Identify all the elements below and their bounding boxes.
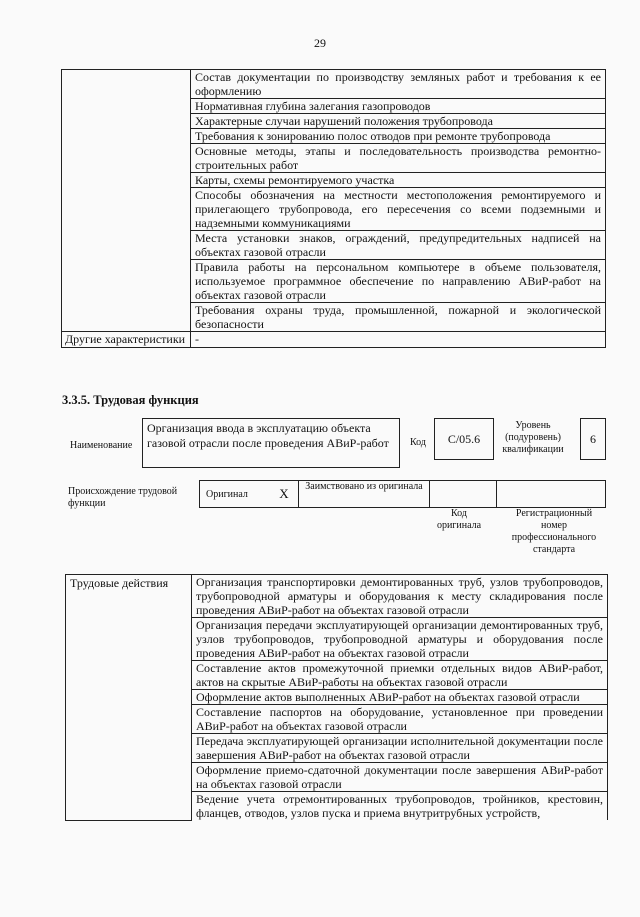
other-characteristics-label: Другие характеристики — [62, 332, 191, 348]
work-action-item: Оформление приемо-сдаточной документации после завершения АВиР-работ на объектах газовой отрасли — [192, 763, 608, 792]
name-label: Наименование — [70, 440, 133, 451]
origin-code-label: Код оригинала — [436, 508, 482, 531]
work-action-item: Оформление актов выполненных АВиР-работ на объектах газовой отрасли — [192, 690, 608, 705]
knowledge-item: Основные методы, этапы и последовательность производства ремонтно-строительных работ — [191, 144, 606, 173]
section-title: 3.3.5. Трудовая функция — [62, 393, 199, 407]
knowledge-item: Требования к зонированию полос отводов при ремонте трубопровода — [191, 129, 606, 144]
borrowed-label: Заимствовано из оригинала — [299, 481, 430, 508]
work-action-item: Организация передачи эксплуатирующей организации демонтированных труб, узлов трубопроводов, трубопроводной арматуры и оборудования после проведения АВиР-работ на объектах газовой отрасли — [192, 618, 608, 661]
level-label: Уровень (подуровень) квалификации — [502, 420, 564, 455]
origin-label: Происхождение трудовой функции — [68, 486, 178, 509]
work-actions-label: Трудовые действия — [66, 575, 192, 821]
reg-number-label: Регистрационный номер профессионального стандарта — [511, 508, 597, 555]
page-number: 29 — [314, 36, 326, 50]
origin-code-cell — [430, 481, 497, 508]
work-action-item: Организация транспортировки демонтированных труб, узлов трубопроводов, трубопроводной арматуры и оборудования к месту складирования после проведения АВиР-работ на объектах газовой отрасли — [192, 575, 608, 618]
knowledge-item: Характерные случаи нарушений положения трубопровода — [191, 114, 606, 129]
knowledge-item: Нормативная глубина залегания газопроводов — [191, 99, 606, 114]
other-characteristics-value: - — [191, 332, 606, 348]
knowledge-label-cell — [62, 70, 191, 332]
code-label: Код — [410, 437, 426, 448]
work-action-item: Составление актов промежуточной приемки отдельных видов АВиР-работ, актов на скрытые АВиР-работы на объектах газовой отрасли — [192, 661, 608, 690]
knowledge-item: Способы обозначения на местности местоположения ремонтируемого и прилегающего трубопровода, его пересечения со всеми подземными и надземными коммуникациями — [191, 188, 606, 231]
work-action-item: Ведение учета отремонтированных трубопроводов, тройников, крестовин, фланцев, отводов, узлов пуска и приема внутритрубных устройств, — [192, 792, 608, 821]
knowledge-item: Правила работы на персональном компьютере в объеме пользователя, используемое программное обеспечение по направлению АВиР-работ на объектах газовой отрасли — [191, 260, 606, 303]
origin-table — [199, 480, 606, 508]
knowledge-item: Состав документации по производству земляных работ и требования к ее оформлению — [191, 70, 606, 99]
work-action-item: Передача эксплуатирующей организации исполнительной документации после завершения АВиР-работ на объектах газовой отрасли — [192, 734, 608, 763]
knowledge-item: Места установки знаков, ограждений, предупредительных надписей на объектах газовой отрасли — [191, 231, 606, 260]
work-action-item: Составление паспортов на оборудование, установленное при проведении АВиР-работ на объектах газовой отрасли — [192, 705, 608, 734]
work-actions-table — [65, 574, 608, 821]
original-label: Оригинал — [200, 481, 271, 508]
reg-number-cell — [497, 481, 606, 508]
original-mark: X — [270, 481, 299, 508]
knowledge-item: Карты, схемы ремонтируемого участка — [191, 173, 606, 188]
function-code-box: C/05.6 — [434, 418, 494, 460]
function-name-box: Организация ввода в эксплуатацию объекта газовой отрасли после проведения АВиР-работ — [142, 418, 400, 468]
level-value-box: 6 — [580, 418, 606, 460]
knowledge-table — [61, 69, 606, 348]
knowledge-item: Требования охраны труда, промышленной, пожарной и экологической безопасности — [191, 303, 606, 332]
